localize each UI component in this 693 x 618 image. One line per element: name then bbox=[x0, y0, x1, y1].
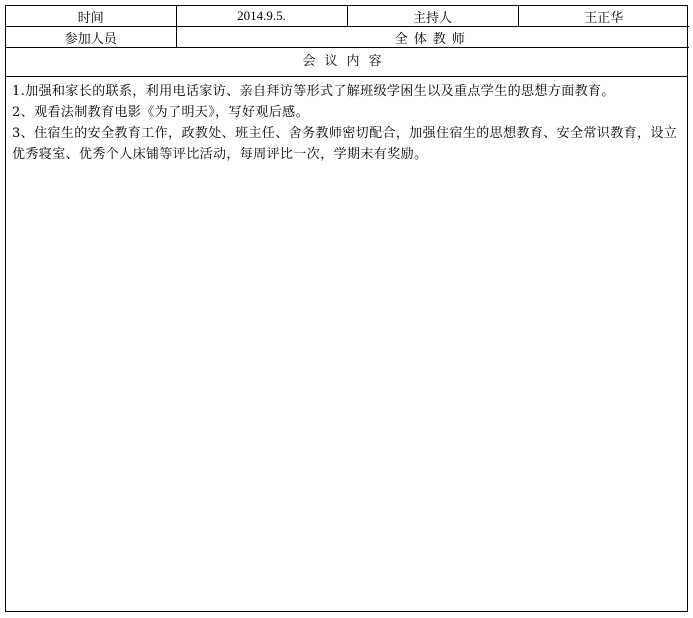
content-body bbox=[6, 77, 687, 165]
attendees-value: 全体教师 bbox=[176, 27, 689, 48]
time-value: 2014.9.5. bbox=[176, 6, 347, 27]
meeting-record-form bbox=[5, 5, 688, 612]
time-label: 时间 bbox=[6, 6, 176, 27]
host-value: 王正华 bbox=[518, 6, 689, 27]
attendees-label: 参加人员 bbox=[6, 27, 176, 48]
content-title: 会议内容 bbox=[6, 48, 687, 77]
time-host-row bbox=[6, 6, 689, 27]
meeting-info-table bbox=[6, 6, 689, 48]
content-item-3: 3、住宿生的安全教育工作，政教处、班主任、舍务教师密切配合，加强住宿生的思想教育、安全常识教育，设立优秀寝室、优秀个人床铺等评比活动，每周评比一次，学期末有奖励。 bbox=[12, 126, 678, 162]
content-item-1: 1.加强和家长的联系，利用电话家访、亲自拜访等形式了解班级学困生以及重点学生的思想方面教育。 bbox=[12, 84, 615, 99]
host-label: 主持人 bbox=[347, 6, 518, 27]
content-item-2: 2、观看法制教育电影《为了明天》，写好观后感。 bbox=[12, 105, 309, 120]
attendees-row bbox=[6, 27, 689, 48]
